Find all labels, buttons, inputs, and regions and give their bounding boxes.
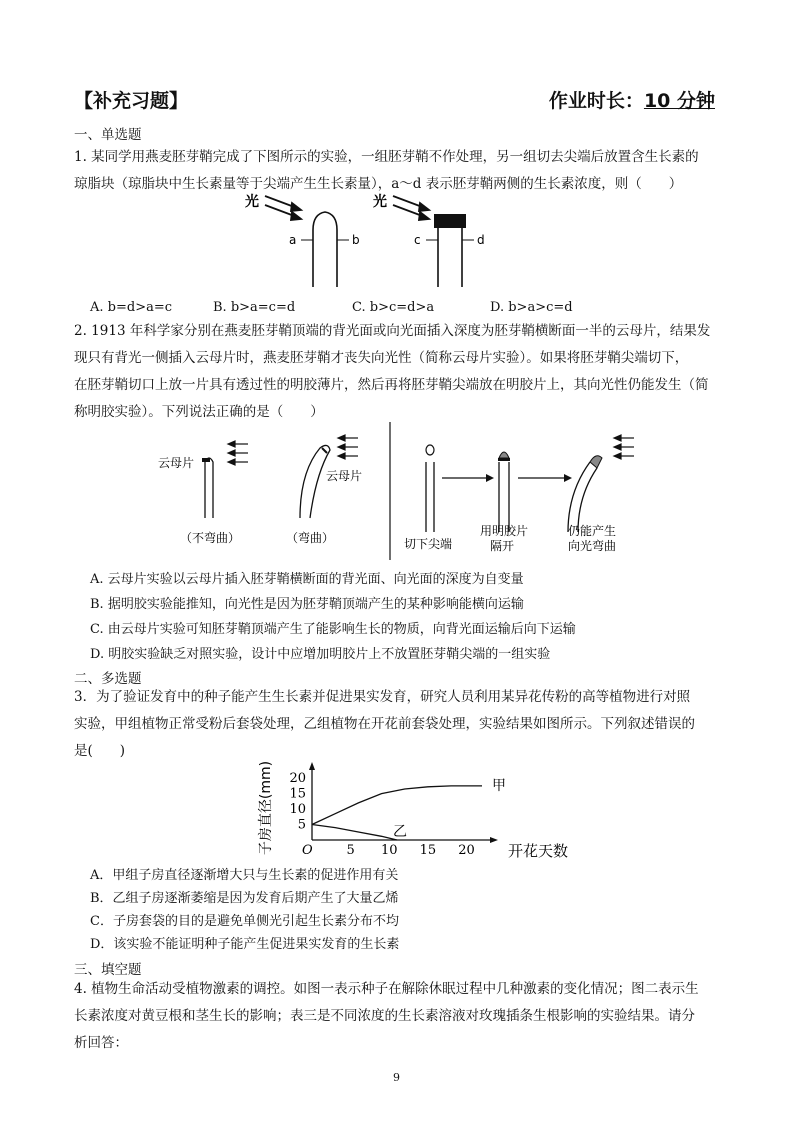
agar-block <box>434 214 466 228</box>
placed-tip <box>499 452 509 458</box>
series-label-1: 甲 <box>492 777 506 794</box>
mica-label-1: 云母片 <box>158 456 195 470</box>
cut-coleoptile <box>426 462 434 532</box>
y-tick-label: 10 <box>289 802 306 818</box>
series-line-2 <box>312 825 397 841</box>
step-cut-tip: 切下尖端 <box>404 537 453 551</box>
arrow-head <box>564 474 572 482</box>
y-tick-label: 5 <box>297 817 306 833</box>
arrow-head <box>291 203 301 211</box>
label-d: d <box>477 233 485 247</box>
step-result-2: 向光弯曲 <box>568 539 617 553</box>
light-label-1: 光 <box>245 194 259 210</box>
section-multiple-choice: 二、多选题 <box>74 671 142 687</box>
duration-value: 10 分钟 <box>643 90 715 112</box>
question-2-line-1: 2. 1913 年科学家分别在燕麦胚芽鞘顶端的背光面或向光面插入深度为胚芽鞘横断面一半的云母片，结果发 <box>74 323 711 339</box>
step-gelatin-2: 隔开 <box>490 539 515 553</box>
x-tick-label: 10 <box>380 843 398 858</box>
label-b: b <box>352 233 360 247</box>
question-1-line-2: 琼脂块（琼脂块中生长素量等于尖端产生生长素量），a～d 表示胚芽鞘两侧的生长素浓度，则（ ） <box>74 176 683 192</box>
gelatin-coleoptile <box>499 462 509 532</box>
question-1-line-1: 1. 某同学用燕麦胚芽鞘完成了下图所示的实验，一组胚芽鞘不作处理，另一组切去尖端后放置含生长素的 <box>74 149 699 165</box>
x-tick-label: 20 <box>458 843 475 858</box>
question-3-option-b: B．乙组子房逐渐萎缩是因为发育后期产生了大量乙烯 <box>90 891 399 906</box>
question-2-option-c: C. 由云母片实验可知胚芽鞘顶端产生了能影响生长的物质，向背光面运输后向下运输 <box>90 622 576 637</box>
light-label-2: 光 <box>373 194 387 210</box>
mica-label-2: 云母片 <box>326 469 363 483</box>
decapitated-coleoptile <box>438 228 462 287</box>
question-3-chart <box>250 760 569 862</box>
step-gelatin-1: 用明胶片 <box>480 524 529 538</box>
question-3-line-3: 是( ) <box>74 743 126 759</box>
question-3-option-c: C．子房套袋的目的是避免单侧光引起生长素分布不均 <box>90 914 399 929</box>
question-2-line-3: 在胚芽鞘切口上放一片具有透过性的明胶薄片，然后再将胚芽鞘尖端放在明胶片上，其向光性仍能发生（简 <box>74 377 709 393</box>
label-a: a <box>289 233 297 247</box>
page-number: 9 <box>393 1071 400 1084</box>
series-label-2: 乙 <box>393 824 407 840</box>
question-2-figure <box>150 422 650 560</box>
question-4-line-3: 析回答： <box>74 1035 128 1051</box>
question-1-option-a: A. b=d>a=c <box>90 300 173 315</box>
caption-not-bending: （不弯曲） <box>180 531 241 545</box>
question-1-figure <box>245 192 515 292</box>
x-axis-label: 开花天数 <box>508 842 569 860</box>
step-result-1: 仍能产生 <box>568 524 617 538</box>
question-3-stem <box>74 684 722 765</box>
caption-bending: （弯曲） <box>286 531 335 545</box>
mica-sheet <box>202 458 210 462</box>
arrow-head <box>419 212 429 220</box>
question-3-option-a: A．甲组子房直径逐渐增大只与生长素的促进作用有关 <box>90 868 399 883</box>
question-3-line-1: 3．为了验证发育中的种子能产生生长素并促进果实发育，研究人员利用某异花传粉的高等植物进行对照 <box>74 689 691 705</box>
question-2-line-4: 称明胶实验）。下列说法正确的是（ ） <box>74 404 324 420</box>
x-tick-label: 15 <box>419 843 437 858</box>
y-axis-arrow <box>309 762 315 770</box>
section-fill-blank: 三、填空题 <box>74 962 142 978</box>
y-axis-label: 子房直径(mm) <box>258 760 274 856</box>
question-2-line-2: 现只有背光一侧插入云母片时，燕麦胚芽鞘才丧失向光性（简称云母片实验）。如果将胚芽鞘尖端切下， <box>74 350 689 366</box>
question-3-option-d: D．该实验不能证明种子能产生促进果实发育的生长素 <box>90 937 400 952</box>
question-2-option-d: D. 明胶实验缺乏对照实验，设计中应增加明胶片上不放置胚芽鞘尖端的一组实验 <box>90 647 551 662</box>
series-line-1 <box>312 786 482 825</box>
label-c: c <box>414 233 421 247</box>
homework-duration <box>549 86 715 113</box>
question-1-option-b: B. b>a=c=d <box>213 300 296 315</box>
x-tick-label: 5 <box>346 843 355 858</box>
question-4-line-1: 4. 植物生命活动受植物激素的调控。如图一表示种子在解除休眠过程中几种激素的变化情况；图二表示生 <box>74 981 699 997</box>
page-title: 【补充习题】 <box>74 90 189 112</box>
page-header <box>74 86 715 116</box>
origin-label: O <box>302 843 313 858</box>
question-2-option-a: A. 云母片实验以云母片插入胚芽鞘横断面的背光面、向光面的深度为自变量 <box>90 572 524 587</box>
question-2-stem <box>74 318 722 426</box>
bent-tip <box>590 456 602 468</box>
question-1-option-c: C. b>c=d>a <box>352 300 435 315</box>
y-tick-label: 20 <box>289 771 306 787</box>
x-axis-arrow <box>490 837 498 843</box>
question-3-line-2: 实验，甲组植物正常受粉后套袋处理，乙组植物在开花前套袋处理，实验结果如图所示。下列叙述错误的 <box>74 716 695 732</box>
intact-coleoptile <box>313 212 337 287</box>
mica-sheet-2 <box>322 448 327 453</box>
arrow-head <box>419 203 429 211</box>
cut-tip <box>426 445 434 455</box>
question-1-stem <box>74 144 722 198</box>
bent-coleoptile <box>568 462 597 532</box>
question-2-option-b: B. 据明胶实验能推知，向光性是因为胚芽鞘顶端产生的某种影响能横向运输 <box>90 597 524 612</box>
question-1-option-d: D. b>a>c=d <box>490 300 573 315</box>
coleoptile-mica-straight <box>205 458 213 518</box>
section-single-choice: 一、单选题 <box>74 127 142 143</box>
duration-label: 作业时长： <box>548 90 644 112</box>
question-4-stem <box>74 976 722 1057</box>
y-tick-label: 15 <box>289 786 306 802</box>
question-4-line-2: 长素浓度对黄豆根和茎生长的影响；表三是不同浓度的生长素溶液对玫瑰插条生根影响的实验结果。请分 <box>74 1008 695 1024</box>
arrow-head <box>291 212 301 220</box>
arrow-head <box>486 474 494 482</box>
